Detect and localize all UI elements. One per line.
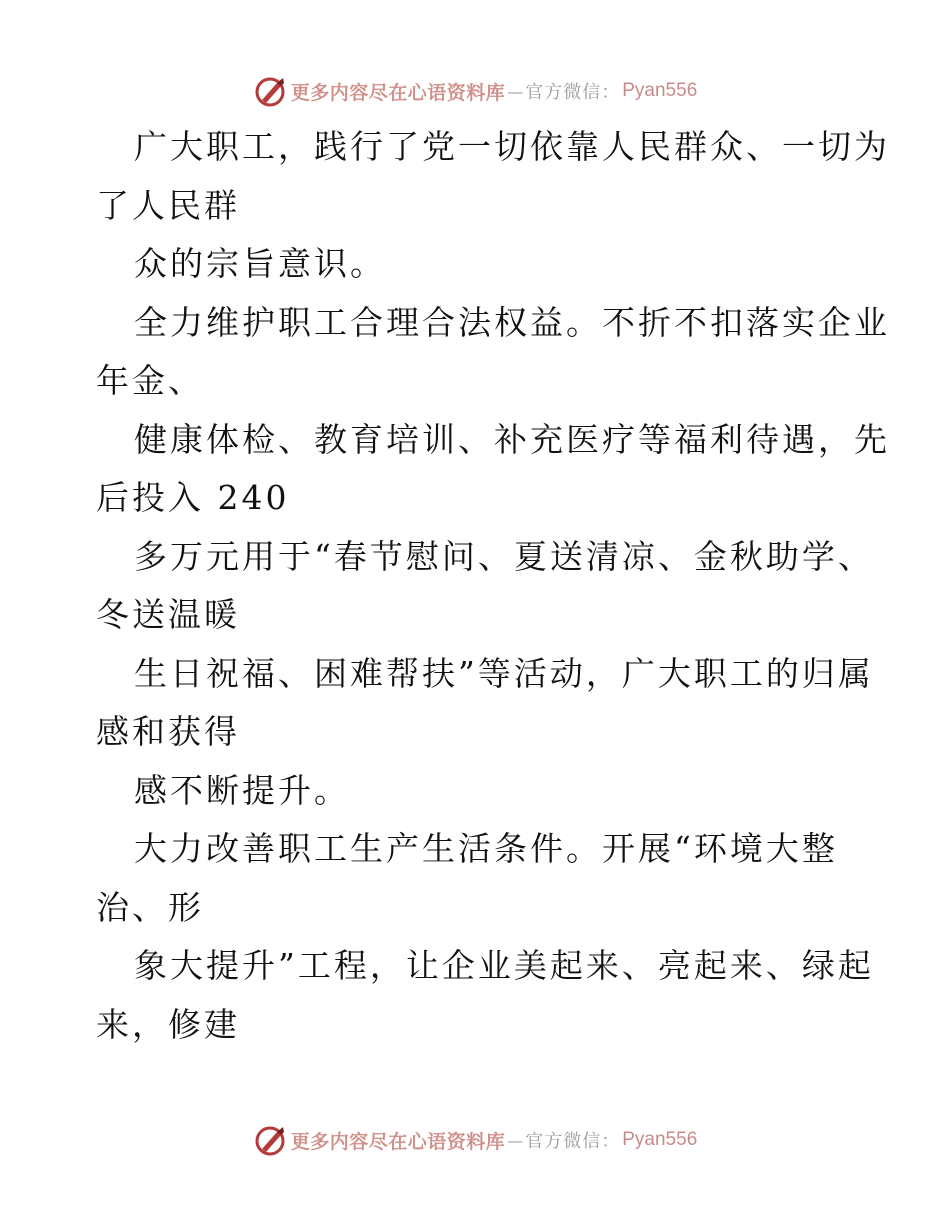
document-body xyxy=(96,118,890,1054)
text-line: 后投入 240 xyxy=(96,478,290,517)
text-line: 广大职工，践行了党一切依靠人民群众、一切为 xyxy=(134,127,890,166)
banner-wechat-id: Pyan556 xyxy=(622,1129,698,1150)
text-line: 众的宗旨意识。 xyxy=(134,244,386,283)
banner-wechat-label: 官方微信： xyxy=(525,1131,621,1152)
text-line: 象大提升”工程，让企业美起来、亮起来、绿起 xyxy=(134,946,874,985)
pen-logo-icon xyxy=(253,74,287,108)
text-line: 治、形 xyxy=(96,887,204,927)
text-line: 大力改善职工生产生活条件。开展“环境大整 xyxy=(134,829,838,868)
text-line: 全力维护职工合理合法权益。不折不扣落实企业 xyxy=(134,302,890,342)
text-line: 健康体检、教育培训、补充医疗等福利待遇，先 xyxy=(134,419,890,459)
banner-wechat-label: 官方微信： xyxy=(525,82,621,103)
header-banner xyxy=(0,71,950,111)
text-line: 来，修建 xyxy=(96,1004,240,1044)
text-line: 多万元用于“春节慰问、夏送清凉、金秋助学、 xyxy=(134,536,874,576)
pen-logo-icon xyxy=(253,1123,287,1157)
text-line: 生日祝福、困难帮扶”等活动，广大职工的归属 xyxy=(134,653,874,693)
banner-separator: — xyxy=(507,81,524,101)
text-line: 冬送温暖 xyxy=(96,595,240,634)
banner-wechat-id: Pyan556 xyxy=(622,80,698,101)
text-line: 感不断提升。 xyxy=(134,770,350,810)
banner-title: 更多内容尽在心语资料库 xyxy=(290,81,506,104)
text-line: 了人民群 xyxy=(96,185,240,225)
text-line: 年金、 xyxy=(96,361,204,400)
footer-banner xyxy=(0,1120,950,1160)
text-line: 感和获得 xyxy=(96,712,240,751)
banner-separator: — xyxy=(507,1130,524,1150)
banner-title: 更多内容尽在心语资料库 xyxy=(290,1130,506,1153)
